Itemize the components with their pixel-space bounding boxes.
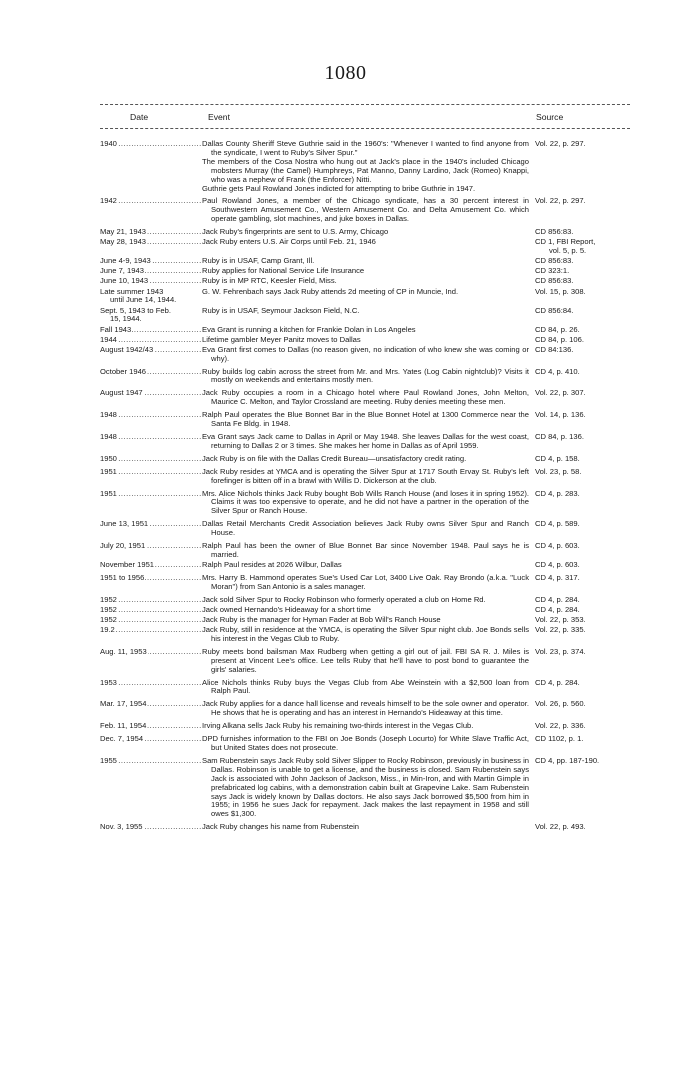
row-event-text: Ruby builds log cabin across the street from Mr. and Mrs. Yates (Log Cabin nightclub)? Visits it mostly on weekends and entertains mostly men. bbox=[202, 366, 529, 385]
row-source-cell bbox=[529, 735, 630, 753]
row-date-cell bbox=[100, 735, 202, 753]
table-row bbox=[100, 626, 630, 644]
row-date: Late summer 1943 bbox=[100, 287, 164, 296]
table-row bbox=[100, 307, 630, 325]
table-row bbox=[100, 616, 630, 625]
row-event-cell bbox=[202, 433, 529, 451]
row-date: 1951 bbox=[100, 489, 117, 498]
row-source: CD 1, FBI Report, bbox=[535, 237, 596, 247]
row-event-cell bbox=[202, 700, 529, 718]
row-source-cell bbox=[529, 455, 630, 464]
row-event-text: Mrs. Harry B. Hammond operates Sue's Used Car Lot, 3400 Live Oak. Ray Brondo (a.k.a. "Luck Moran") from San Antonio is a sales manager. bbox=[202, 572, 529, 591]
row-source-cell bbox=[529, 606, 630, 615]
row-date-cell bbox=[100, 574, 202, 592]
row-date-cell bbox=[100, 288, 202, 306]
row-event-cell bbox=[202, 257, 529, 266]
table-row bbox=[100, 267, 630, 276]
row-source: CD 4, pp. 187-190. bbox=[535, 755, 600, 765]
table-row bbox=[100, 288, 630, 306]
row-event-cell bbox=[202, 757, 529, 819]
row-event-text: Jack Ruby resides at YMCA and is operating the Silver Spur at 1717 South Ervay St. Ruby's left forefinger is bitten off in a brawl with Willis D. Dickerson at the club. bbox=[202, 466, 529, 485]
row-event-text: Ralph Paul resides at 2026 Wilbur, Dallas bbox=[202, 560, 342, 570]
row-event-cell bbox=[202, 468, 529, 486]
table-row bbox=[100, 468, 630, 486]
row-date-cell bbox=[100, 307, 202, 325]
row-source: Vol. 22, p. 297. bbox=[535, 139, 586, 148]
row-date: 1953 bbox=[100, 678, 117, 687]
row-event-text: Irving Alkana sells Jack Ruby his remaining two-thirds interest in the Vegas Club. bbox=[202, 721, 474, 731]
row-source: CD 4, p. 284. bbox=[535, 604, 580, 614]
row-date-cell bbox=[100, 267, 202, 276]
table-row bbox=[100, 455, 630, 464]
row-event-cell bbox=[202, 197, 529, 224]
row-event-cell bbox=[202, 336, 529, 345]
row-event-text: Mrs. Alice Nichols thinks Jack Ruby bought Bob Wills Ranch House (and loses it in spring 1952). Claims it was too expensive to operate, and he did not have a partner in the operation of the Silver Spur or Ranch House. bbox=[202, 488, 529, 516]
row-source-cell bbox=[529, 257, 630, 266]
row-source-cell bbox=[529, 722, 630, 731]
row-source: Vol. 23, p. 58. bbox=[535, 466, 582, 476]
row-source: Vol. 22, p. 336. bbox=[535, 721, 586, 731]
table-row bbox=[100, 326, 630, 335]
row-source: CD 4, p. 158. bbox=[535, 453, 580, 463]
row-event-cell bbox=[202, 267, 529, 276]
row-source-cell bbox=[529, 626, 630, 644]
row-date-cell bbox=[100, 606, 202, 615]
row-date: 1942 bbox=[100, 197, 117, 206]
row-event-text: Sam Rubenstein says Jack Ruby sold Silver Slipper to Rocky Robinson, previously in business in Dallas. Robinson is unable to get a license, and the business is closed. Sam Rubenstein says Jack is associated with John Jackson of Jackson, Miss., in Min-Iron, and with Martin Gimple in prefabricated log cabins, with a demonstration cabin built at Grapevine Lake. Sam Rubenstein says Jack is widely known by Dallas doctors. He also says Jack borrowed $5,500 from him in 1955; in 1956 he sues Jack for repayment. Jack makes the last repayment in 1958 and still owes $1,300. bbox=[202, 755, 529, 819]
row-source-cell bbox=[529, 197, 630, 224]
row-source: CD 4, p. 284. bbox=[535, 677, 580, 687]
row-date: July 20, 1951 bbox=[100, 542, 146, 551]
row-event-text: Jack sold Silver Spur to Rocky Robinson who formerly operated a club on Home Rd. bbox=[202, 594, 486, 604]
row-event-cell bbox=[202, 596, 529, 605]
row-event-text: Eva Grant says Jack came to Dallas in April or May 1948. She leaves Dallas for the west coast, returning to Dallas 2 or 3 times. She makes her home in Dallas as of April 1959. bbox=[202, 431, 529, 450]
row-event-cell bbox=[202, 389, 529, 407]
column-header-event: Event bbox=[208, 112, 230, 122]
row-source-cell bbox=[529, 411, 630, 429]
row-source: CD 4, p. 284. bbox=[535, 594, 580, 604]
row-source-cell bbox=[529, 679, 630, 697]
row-event-cell bbox=[202, 411, 529, 429]
row-date-cell bbox=[100, 346, 202, 364]
row-date-cell bbox=[100, 700, 202, 718]
row-date: 1944 bbox=[100, 335, 117, 344]
row-date: October 1946 bbox=[100, 367, 147, 376]
header-top-rule bbox=[100, 104, 630, 105]
row-source-cell bbox=[529, 596, 630, 605]
row-event-text: Jack Ruby's fingerprints are sent to U.S. Army, Chicago bbox=[202, 227, 389, 237]
table-row bbox=[100, 389, 630, 407]
column-header-source: Source bbox=[536, 112, 564, 122]
row-source-cell bbox=[529, 307, 630, 325]
row-event-text: Eva Grant first comes to Dallas (no reason given, no indication of who knew she was coming or why). bbox=[202, 344, 529, 363]
row-event-cell bbox=[202, 735, 529, 753]
row-date-cell bbox=[100, 326, 202, 335]
row-event-cell bbox=[202, 520, 529, 538]
row-date-cell bbox=[100, 561, 202, 570]
row-source-cell bbox=[529, 542, 630, 560]
row-date-cell bbox=[100, 468, 202, 486]
row-source: CD 4, p. 603. bbox=[535, 560, 580, 570]
row-source: CD 4, p. 283. bbox=[535, 488, 580, 498]
row-event-text: Eva Grant is running a kitchen for Frankie Dolan in Los Angeles bbox=[202, 324, 416, 334]
table-row bbox=[100, 648, 630, 675]
row-date-cell bbox=[100, 757, 202, 819]
row-source: Vol. 22, p. 297. bbox=[535, 196, 586, 206]
row-source: CD 4, p. 410. bbox=[535, 366, 580, 376]
row-source-cell bbox=[529, 490, 630, 517]
row-date-cell bbox=[100, 411, 202, 429]
row-source: Vol. 22, p. 307. bbox=[535, 388, 586, 398]
row-source-cell bbox=[529, 520, 630, 538]
row-date: 1940 bbox=[100, 140, 117, 148]
row-event-text: Alice Nichols thinks Ruby buys the Vegas Club from Abe Weinstein with a $2,500 loan from Ralph Paul. bbox=[202, 677, 529, 696]
row-event-cell bbox=[202, 648, 529, 675]
row-source-cell bbox=[529, 277, 630, 286]
row-date-cell bbox=[100, 616, 202, 625]
row-source: CD 856:83. bbox=[535, 227, 574, 237]
row-event-text: Jack Ruby changes his name from Rubenstein bbox=[202, 822, 360, 832]
row-date: 1950 bbox=[100, 454, 117, 463]
row-event-cell bbox=[202, 455, 529, 464]
row-date-continuation: until June 14, 1944. bbox=[100, 296, 202, 305]
row-date: May 28, 1943 bbox=[100, 238, 147, 247]
row-source: CD 856:84. bbox=[535, 305, 574, 315]
row-source-cell bbox=[529, 757, 630, 819]
row-date: June 7, 1943 bbox=[100, 267, 144, 276]
table-row bbox=[100, 596, 630, 605]
row-event-cell bbox=[202, 542, 529, 560]
row-event-cell bbox=[202, 277, 529, 286]
row-date: Mar. 17, 1954 bbox=[100, 700, 147, 709]
column-header-date: Date bbox=[130, 112, 149, 122]
row-date: Nov. 3, 1955 bbox=[100, 823, 143, 832]
row-event-cell bbox=[202, 722, 529, 731]
row-event-text: G. W. Fehrenbach says Jack Ruby attends 2d meeting of CP in Muncie, Ind. bbox=[202, 286, 459, 296]
row-source: CD 84, p. 136. bbox=[535, 431, 584, 441]
row-source-cell bbox=[529, 700, 630, 718]
row-event-text: Ruby applies for National Service Life Insurance bbox=[202, 266, 365, 276]
row-date: Feb. 11, 1954 bbox=[100, 722, 147, 731]
row-date-cell bbox=[100, 722, 202, 731]
row-source-cell bbox=[529, 336, 630, 345]
table-row bbox=[100, 140, 630, 193]
table-row bbox=[100, 700, 630, 718]
row-event-text: The members of the Cosa Nostra who hung out at Jack's place in the 1940's included Chicago mobsters Murray (the Camel) Humphreys, Pat Manno, Danny Lardino, Jack (Romeo) Knappi, who was a nephew of Frank (the Enforcer) Nitti. bbox=[202, 156, 529, 184]
row-event-cell bbox=[202, 490, 529, 517]
row-date-cell bbox=[100, 433, 202, 451]
row-date: 1951 bbox=[100, 467, 117, 476]
row-event-cell bbox=[202, 616, 529, 625]
row-source-cell bbox=[529, 616, 630, 625]
row-event-text: Ralph Paul has been the owner of Blue Bonnet Bar since November 1948. Paul says he is married. bbox=[202, 541, 529, 559]
row-date: November 1951 bbox=[100, 561, 155, 570]
row-date: 1952 bbox=[100, 595, 117, 604]
row-source: Vol. 23, p. 374. bbox=[535, 646, 586, 656]
table-row bbox=[100, 197, 630, 224]
row-event-text: Jack Ruby is on file with the Dallas Credit Bureau—unsatisfactory credit rating. bbox=[202, 453, 467, 463]
row-event-text: DPD furnishes information to the FBI on Joe Bonds (Joseph Locurto) for White Slave Traffic Act, but United States does not prosecute. bbox=[202, 734, 529, 752]
row-source-cell bbox=[529, 561, 630, 570]
row-date: 1948 bbox=[100, 432, 117, 441]
row-event-cell bbox=[202, 679, 529, 697]
row-event-cell bbox=[202, 561, 529, 570]
row-event-text: Ralph Paul operates the Blue Bonnet Bar in the Blue Bonnet Hotel at 1300 Commerce near the Santa Fe Bldg. in 1948. bbox=[202, 410, 529, 429]
row-date: Sept. 5, 1943 to Feb. bbox=[100, 306, 171, 315]
row-date-continuation: 15, 1944. bbox=[100, 315, 202, 324]
row-source-continuation: vol. 5, p. 5. bbox=[549, 246, 587, 256]
row-source-cell bbox=[529, 326, 630, 335]
row-event-text: Ruby is in USAF, Seymour Jackson Field, N.C. bbox=[202, 305, 360, 315]
row-date: Dec. 7, 1954 bbox=[100, 735, 144, 744]
row-date-cell bbox=[100, 542, 202, 560]
table-row bbox=[100, 606, 630, 615]
row-source: Vol. 22, p. 493. bbox=[535, 822, 586, 832]
row-date: August 1942/43 bbox=[100, 345, 154, 354]
row-event-text: Jack Ruby, still in residence at the YMCA, is operating the Silver Spur night club. Joe Bonds sells his interest in the Vegas Club to Ruby. bbox=[202, 625, 529, 643]
row-date: Aug. 11, 1953 bbox=[100, 647, 147, 656]
row-source-cell bbox=[529, 823, 630, 832]
row-date-cell bbox=[100, 679, 202, 697]
row-source-cell bbox=[529, 368, 630, 386]
row-event-text: Lifetime gambler Meyer Panitz moves to Dallas bbox=[202, 334, 361, 344]
row-date-cell bbox=[100, 626, 202, 644]
table-row bbox=[100, 411, 630, 429]
row-source: CD 4, p. 603. bbox=[535, 541, 580, 551]
row-date: 1955 bbox=[100, 756, 117, 765]
row-source-cell bbox=[529, 228, 630, 237]
row-date-cell bbox=[100, 596, 202, 605]
row-date: June 13, 1951 bbox=[100, 520, 149, 529]
row-date-cell bbox=[100, 490, 202, 517]
row-source-cell bbox=[529, 648, 630, 675]
table-row bbox=[100, 757, 630, 819]
row-date: 1952 bbox=[100, 605, 117, 614]
row-event-cell bbox=[202, 823, 529, 832]
row-date-cell bbox=[100, 389, 202, 407]
table-row bbox=[100, 238, 630, 256]
row-source: CD 856:83. bbox=[535, 256, 574, 266]
row-source: CD 323:1. bbox=[535, 266, 570, 276]
row-source: CD 84, p. 106. bbox=[535, 334, 584, 344]
row-event-text: Jack Ruby applies for a dance hall license and reveals himself to be the sole owner and operator. He shows that he is operating and has an interest in Hernando's Hideaway at this time. bbox=[202, 699, 529, 718]
row-date: May 21, 1943 bbox=[100, 228, 147, 237]
row-source: Vol. 14, p. 136. bbox=[535, 410, 586, 420]
row-event-text: Ruby meets bond bailsman Max Rudberg when getting a girl out of jail. FBI SA R. J. Miles is present at Vincent Lee's office. Lee tells Ruby that he'll have to post bond to guarantee the girls' salaries. bbox=[202, 646, 529, 674]
row-event-text: Ruby is in MP RTC, Keesler Field, Miss. bbox=[202, 276, 337, 286]
row-event-cell bbox=[202, 238, 529, 256]
row-source: CD 4, p. 589. bbox=[535, 519, 580, 529]
row-date: June 4-9, 1943 bbox=[100, 257, 151, 266]
table-row bbox=[100, 735, 630, 753]
row-event-text: Dallas County Sheriff Steve Guthrie said in the 1960's: "Whenever I wanted to find anyone from the syndicate, I went to Ruby's Silver Spur." bbox=[202, 139, 529, 157]
row-source-cell bbox=[529, 389, 630, 407]
row-source-cell bbox=[529, 288, 630, 306]
table-row bbox=[100, 823, 630, 832]
table-row bbox=[100, 228, 630, 237]
table-row bbox=[100, 542, 630, 560]
row-event-cell bbox=[202, 574, 529, 592]
chronology-table bbox=[100, 140, 630, 833]
row-event-text: Paul Rowland Jones, a member of the Chicago syndicate, has a 30 percent interest in Southwestern Amusement Co., Western Amusement Co. and Delta Amusement Co. which operate gambling, slot machines, and juke boxes in Dallas. bbox=[202, 196, 529, 224]
table-row bbox=[100, 368, 630, 386]
row-event-cell bbox=[202, 606, 529, 615]
row-source-cell bbox=[529, 433, 630, 451]
row-source-cell bbox=[529, 267, 630, 276]
row-date: 1952 bbox=[100, 615, 117, 624]
row-source-cell bbox=[529, 346, 630, 364]
table-row bbox=[100, 520, 630, 538]
row-date-cell bbox=[100, 197, 202, 224]
table-row bbox=[100, 257, 630, 266]
table-row bbox=[100, 490, 630, 517]
row-source: CD 84:136. bbox=[535, 344, 574, 354]
row-source: Vol. 22, p. 353. bbox=[535, 614, 586, 624]
row-source: CD 4, p. 317. bbox=[535, 572, 580, 582]
header-bottom-rule bbox=[100, 128, 630, 129]
row-date: 1948 bbox=[100, 411, 117, 420]
row-event-text: Jack Ruby is the manager for Hyman Fader at Bob Will's Ranch House bbox=[202, 614, 441, 624]
row-event-cell bbox=[202, 140, 529, 193]
row-source: Vol. 22, p. 335. bbox=[535, 625, 586, 635]
row-event-cell bbox=[202, 288, 529, 306]
row-date: August 1947 bbox=[100, 389, 143, 398]
row-date-cell bbox=[100, 228, 202, 237]
table-row bbox=[100, 336, 630, 345]
row-event-text: Jack Ruby enters U.S. Air Corps until Feb. 21, 1946 bbox=[202, 237, 376, 247]
row-event-cell bbox=[202, 228, 529, 237]
row-date-cell bbox=[100, 140, 202, 193]
row-date-cell bbox=[100, 823, 202, 832]
row-source: CD 856:83. bbox=[535, 276, 574, 286]
row-event-text: Ruby is in USAF, Camp Grant, Ill. bbox=[202, 256, 315, 266]
row-source-cell bbox=[529, 140, 630, 193]
row-date-cell bbox=[100, 648, 202, 675]
row-event-cell bbox=[202, 626, 529, 644]
row-event-text: Dallas Retail Merchants Credit Association believes Jack Ruby owns Silver Spur and Ranch House. bbox=[202, 519, 529, 538]
row-source: CD 84, p. 26. bbox=[535, 324, 580, 334]
table-row bbox=[100, 722, 630, 731]
row-date-cell bbox=[100, 368, 202, 386]
row-event-text: Guthrie gets Paul Rowland Jones indicted for attempting to bribe Guthrie in 1947. bbox=[202, 183, 476, 193]
row-source-cell bbox=[529, 468, 630, 486]
row-source: Vol. 26, p. 560. bbox=[535, 699, 586, 709]
row-date: Fall 1943 bbox=[100, 325, 132, 334]
row-date-cell bbox=[100, 336, 202, 345]
row-date-cell bbox=[100, 520, 202, 538]
row-date-cell bbox=[100, 257, 202, 266]
row-date-cell bbox=[100, 277, 202, 286]
table-row bbox=[100, 561, 630, 570]
table-row bbox=[100, 574, 630, 592]
row-date-cell bbox=[100, 455, 202, 464]
row-source: Vol. 15, p. 308. bbox=[535, 286, 586, 296]
table-row bbox=[100, 346, 630, 364]
row-date: June 10, 1943 bbox=[100, 277, 149, 286]
page-number: 1080 bbox=[324, 62, 367, 84]
row-event-cell bbox=[202, 307, 529, 325]
row-event-text: Jack Ruby occupies a room in a Chicago hotel where Paul Rowland Jones, John Melton, Maurice C. Melton, and Taylor Crossland are meeting. Ruby denies meeting these men. bbox=[202, 388, 529, 407]
row-event-cell bbox=[202, 346, 529, 364]
row-event-text: Jack owned Hernando's Hideaway for a short time bbox=[202, 604, 372, 614]
table-row bbox=[100, 277, 630, 286]
row-source-cell bbox=[529, 238, 630, 256]
row-date-cell bbox=[100, 238, 202, 256]
row-source: CD 1102, p. 1. bbox=[535, 734, 584, 744]
row-source-cell bbox=[529, 574, 630, 592]
row-event-cell bbox=[202, 368, 529, 386]
row-date: 1951 to 1956 bbox=[100, 573, 145, 582]
row-event-cell bbox=[202, 326, 529, 335]
table-row bbox=[100, 433, 630, 451]
table-row bbox=[100, 679, 630, 697]
row-date: 19.2 bbox=[100, 626, 115, 635]
